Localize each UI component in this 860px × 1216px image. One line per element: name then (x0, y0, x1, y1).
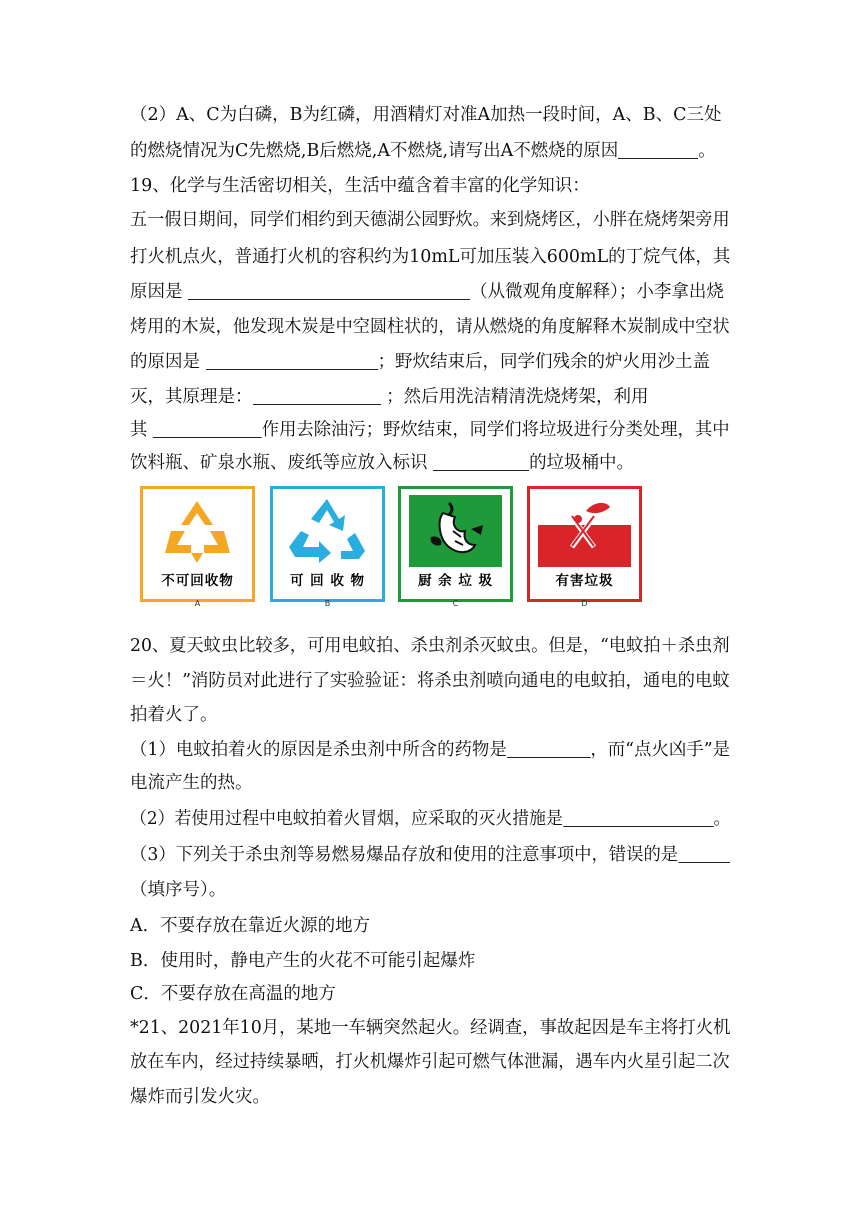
text-line (130, 208, 730, 232)
line-text: 放在车内，经过持续暴晒，打火机爆炸引起可燃气体泄漏，遇车内火星引起二次 (130, 1052, 730, 1072)
text-line (130, 703, 730, 727)
line-text: 灭，其原理是： (130, 387, 253, 407)
text-line (130, 634, 730, 658)
bin-letter: D (581, 599, 588, 608)
text-line (130, 245, 731, 269)
food-waste-icon (409, 495, 502, 567)
text-line (130, 1085, 730, 1109)
text-line (130, 350, 730, 374)
line-text-after: 。 (713, 809, 731, 829)
bin-letter: C (452, 599, 459, 608)
hazardous-waste-icon (538, 495, 631, 567)
bin-letter: A (194, 599, 201, 608)
non-recyclable-arrows-icon (151, 495, 244, 567)
waste-bin-icons (140, 486, 645, 608)
text-line (130, 451, 730, 475)
text-line (130, 418, 730, 442)
answer-blank[interactable] (253, 386, 381, 405)
text-line (130, 949, 730, 973)
text-line (130, 315, 730, 339)
bin-d (527, 486, 642, 602)
line-text: ＝火！”消防员对此进行了实验验证：将杀虫剂喷向通电的电蚊拍，通电的电蚊 (130, 671, 730, 691)
line-text: 饮料瓶、矿泉水瓶、废纸等应放入标识 (130, 453, 434, 473)
text-line (130, 1016, 731, 1040)
text-line (130, 914, 730, 938)
text-line (130, 807, 731, 831)
bin-b (270, 486, 385, 602)
bin-label: 可 回 收 物 (289, 573, 366, 589)
bin-a (140, 486, 255, 602)
line-text: B．使用时，静电产生的火花不可能引起爆炸 (130, 951, 476, 971)
text-line (130, 103, 730, 127)
text-line (130, 982, 730, 1006)
line-text: 烤用的木炭，他发现木炭是中空圆柱状的，请从燃烧的角度解释木炭制成中空状 (130, 317, 730, 337)
answer-blank[interactable] (678, 844, 729, 863)
line-text-after: 的垃圾桶中。 (529, 453, 635, 473)
bin-c (398, 486, 513, 602)
answer-blank[interactable] (153, 419, 262, 438)
text-line (130, 1050, 730, 1074)
line-text-after: 作用去除油污；野炊结束，同学们将垃圾进行分类处理，其中 (261, 420, 730, 440)
line-text-after: ；野炊结束后，同学们残余的炉火用沙土盖 (377, 352, 711, 372)
line-text: 打火机点火，普通打火机的容积约为10mL可加压装入600mL的丁烷气体，其 (130, 247, 731, 267)
line-text: 的燃烧情况为C先燃烧,B后燃烧,A不燃烧,请写出A不燃烧的原因 (130, 141, 619, 161)
line-text: 其 (130, 420, 153, 440)
bin-label: 不可回收物 (161, 573, 234, 589)
line-text: 的原因是 (130, 352, 206, 372)
text-line (130, 280, 730, 304)
line-text: A．不要存放在靠近火源的地方 (130, 916, 371, 936)
line-text: （2）若使用过程中电蚊拍着火冒烟，应采取的灭火措施是 (130, 809, 563, 829)
text-line (130, 878, 730, 902)
text-line (130, 738, 731, 762)
text-line (130, 385, 730, 409)
line-text: 拍着火了。 (130, 705, 218, 725)
text-line (130, 669, 730, 693)
line-text-after: ，而“点火凶手”是 (590, 740, 731, 760)
line-text: 爆炸而引发火灾。 (130, 1087, 270, 1107)
text-line (130, 139, 730, 163)
line-text: （3）下列关于杀虫剂等易燃易爆品存放和使用的注意事项中，错误的是 (130, 845, 679, 865)
line-text-after: （从微观角度解释）；小李拿出烧 (470, 282, 724, 302)
line-text: （填序号）。 (130, 880, 227, 900)
line-text: 19、化学与生活密切相关，生活中蕴含着丰富的化学知识： (130, 176, 590, 196)
line-text-after: ；然后用洗洁精清洗烧烤架，利用 (380, 387, 649, 407)
line-text: 电流产生的热。 (130, 773, 253, 793)
bin-label: 厨 余 垃 圾 (417, 573, 494, 589)
answer-blank[interactable] (206, 351, 378, 370)
line-text: 20、夏天蚊虫比较多，可用电蚊拍、杀虫剂杀灭蚊虫。但是，“电蚊拍＋杀虫剂 (130, 636, 730, 656)
answer-blank[interactable] (618, 140, 698, 159)
answer-blank[interactable] (507, 739, 591, 758)
answer-blank[interactable] (188, 281, 470, 300)
line-text: （1）电蚊拍着火的原因是杀虫剂中所含的药物是 (130, 740, 507, 760)
recycle-arrows-icon (281, 495, 374, 567)
line-text-after: 。 (698, 141, 716, 161)
text-line (130, 174, 730, 198)
line-text: *21、2021年10月，某地一车辆突然起火。经调查，事故起因是车主将打火机 (130, 1018, 731, 1038)
line-text: 五一假日期间，同学们相约到天德湖公园野炊。来到烧烤区，小胖在烧烤架旁用 (130, 210, 730, 230)
line-text: C．不要存放在高温的地方 (130, 984, 336, 1004)
text-line (130, 843, 724, 867)
line-text: （2）A、C为白磷，B为红磷，用酒精灯对准A加热一段时间，A、B、C三处 (130, 105, 722, 125)
bin-letter: B (324, 599, 331, 608)
answer-blank[interactable] (433, 452, 529, 471)
answer-blank[interactable] (563, 808, 714, 827)
line-text: 原因是 (130, 282, 189, 302)
bin-label: 有害垃圾 (555, 573, 614, 589)
text-line (130, 771, 730, 795)
